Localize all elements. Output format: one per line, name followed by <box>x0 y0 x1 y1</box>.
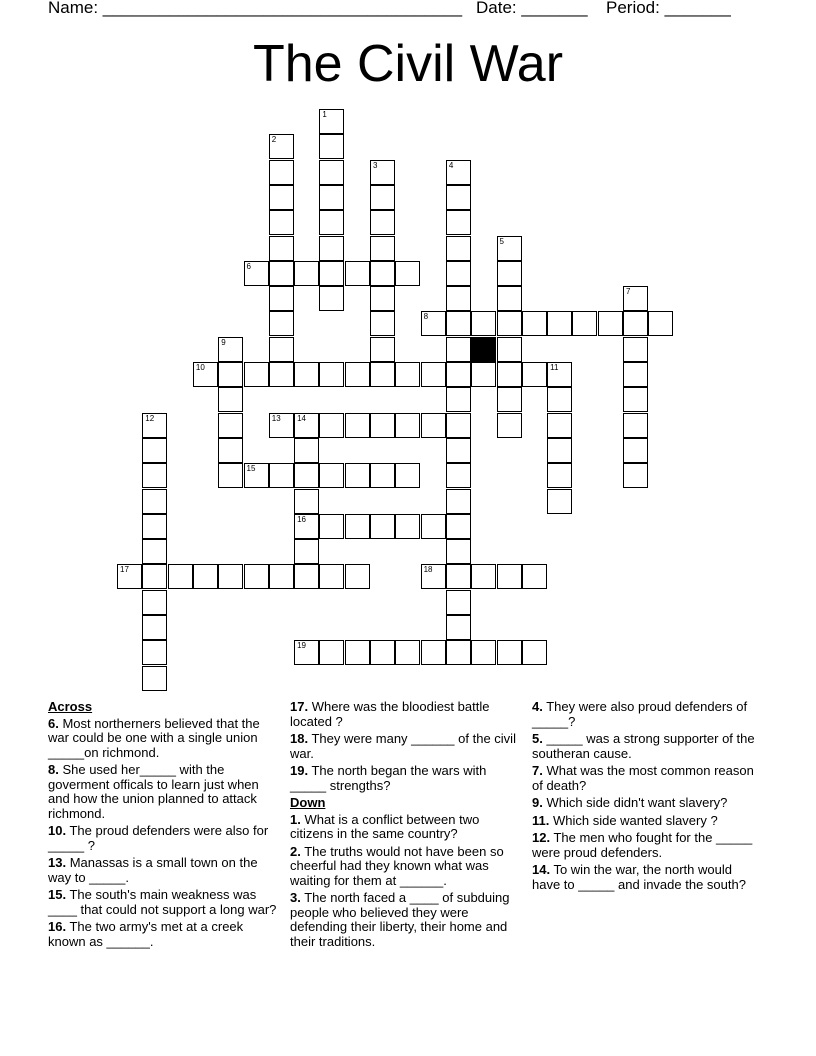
clue-number: 17. <box>290 699 309 714</box>
clue-number: 7. <box>532 763 543 778</box>
grid-cell[interactable] <box>294 514 319 539</box>
clues-column-1 <box>48 700 282 952</box>
grid-cell[interactable] <box>269 413 294 438</box>
blocked-cell <box>471 337 496 362</box>
grid-cell[interactable] <box>142 413 167 438</box>
grid-cell[interactable] <box>269 337 294 362</box>
grid-cell[interactable] <box>319 185 344 210</box>
grid-cell[interactable] <box>497 261 522 286</box>
grid-cell[interactable] <box>218 463 243 488</box>
grid-cell[interactable] <box>294 438 319 463</box>
grid-cell[interactable] <box>471 564 496 589</box>
clue-down-5 <box>532 732 762 761</box>
grid-cell[interactable] <box>370 160 395 185</box>
clue-number: 11. <box>532 812 550 828</box>
across-heading: Across <box>48 699 93 714</box>
name-field[interactable]: Name: ______________________________________ <box>48 0 463 17</box>
grid-cell[interactable] <box>547 489 572 514</box>
grid-cell[interactable] <box>117 564 142 589</box>
cell-number: 16 <box>297 514 306 524</box>
cell-number: 7 <box>626 287 631 297</box>
clue-down-9 <box>532 796 762 811</box>
grid-cell[interactable] <box>269 463 294 488</box>
grid-cell[interactable] <box>547 413 572 438</box>
grid-cell[interactable] <box>446 286 471 311</box>
clue-text: They were also proud defenders of _____? <box>532 699 748 729</box>
clue-down-4 <box>532 700 762 729</box>
grid-cell[interactable] <box>446 160 471 185</box>
clue-text: The truths would not have been so cheerful had they known what was waiting for them at ______. <box>290 843 504 888</box>
grid-cell[interactable] <box>395 413 420 438</box>
grid-cell[interactable] <box>446 311 471 336</box>
clue-number: 10. <box>48 823 67 838</box>
clue-across-6 <box>48 717 282 761</box>
grid-cell[interactable] <box>623 337 648 362</box>
grid-cell[interactable] <box>142 489 167 514</box>
grid-cell[interactable] <box>623 387 648 412</box>
grid-cell[interactable] <box>497 362 522 387</box>
grid-cell[interactable] <box>244 261 269 286</box>
grid-cell[interactable] <box>319 362 344 387</box>
clue-text: Which side wanted slavery ? <box>549 812 718 828</box>
grid-cell[interactable] <box>370 210 395 235</box>
grid-cell[interactable] <box>497 387 522 412</box>
clue-number: 5. <box>532 731 543 746</box>
grid-cell[interactable] <box>218 337 243 362</box>
grid-cell[interactable] <box>446 261 471 286</box>
grid-cell[interactable] <box>446 438 471 463</box>
grid-cell[interactable] <box>319 564 344 589</box>
grid-cell[interactable] <box>142 463 167 488</box>
cell-number: 1 <box>322 110 327 119</box>
clue-number: 15. <box>48 887 67 902</box>
clues-column-3 <box>532 700 762 895</box>
grid-cell[interactable] <box>345 261 370 286</box>
grid-cell[interactable] <box>345 564 370 589</box>
grid-cell[interactable] <box>269 261 294 286</box>
cell-number: 5 <box>499 236 504 246</box>
grid-cell[interactable] <box>319 463 344 488</box>
grid-cell[interactable] <box>142 564 167 589</box>
clue-number: 6. <box>48 715 59 731</box>
clue-text: What is a conflict between two citizens in the same country? <box>290 811 480 841</box>
cell-number: 8 <box>423 312 429 322</box>
grid-cell[interactable] <box>319 236 344 261</box>
grid-cell[interactable] <box>446 564 471 589</box>
grid-cell[interactable] <box>471 640 496 665</box>
grid-cell[interactable] <box>244 564 269 589</box>
grid-cell[interactable] <box>446 362 471 387</box>
clue-text: The proud defenders were also for _____ ? <box>48 823 269 853</box>
grid-cell[interactable] <box>446 185 471 210</box>
clue-number: 9. <box>532 795 543 810</box>
down-heading: Down <box>290 795 326 810</box>
grid-cell[interactable] <box>244 362 269 387</box>
clue-text: What was the most common reason of death? <box>532 763 754 793</box>
grid-cell[interactable] <box>370 261 395 286</box>
grid-cell[interactable] <box>294 564 319 589</box>
grid-cell[interactable] <box>294 489 319 514</box>
clue-down-1 <box>290 813 520 842</box>
grid-cell[interactable] <box>547 311 572 336</box>
grid-cell[interactable] <box>370 640 395 665</box>
clue-number: 4. <box>532 699 543 714</box>
grid-cell[interactable] <box>446 387 471 412</box>
grid-cell[interactable] <box>547 463 572 488</box>
grid-cell[interactable] <box>572 311 597 336</box>
grid-cell[interactable] <box>319 210 344 235</box>
grid-cell[interactable] <box>294 539 319 564</box>
clue-across-15 <box>48 888 282 917</box>
cell-number: 14 <box>297 413 306 423</box>
grid-cell[interactable] <box>497 236 522 261</box>
grid-cell[interactable] <box>370 337 395 362</box>
grid-cell[interactable] <box>497 337 522 362</box>
cell-number: 12 <box>145 413 155 423</box>
grid-cell[interactable] <box>497 640 522 665</box>
grid-cell[interactable] <box>421 640 446 665</box>
grid-cell[interactable] <box>395 463 420 488</box>
cell-number: 3 <box>373 160 378 170</box>
grid-cell[interactable] <box>522 564 547 589</box>
grid-cell[interactable] <box>421 362 446 387</box>
clue-across-16 <box>48 920 282 949</box>
cell-number: 15 <box>246 464 256 474</box>
date-field[interactable]: Date: _______ <box>476 0 588 17</box>
clue-text: The two army's met at a creek known as ______. <box>48 919 244 949</box>
cell-number: 18 <box>423 565 433 575</box>
grid-cell[interactable] <box>370 311 395 336</box>
grid-cell[interactable] <box>446 514 471 539</box>
grid-cell[interactable] <box>244 463 269 488</box>
clue-across-10 <box>48 824 282 853</box>
clue-across-18 <box>290 732 520 761</box>
cell-number: 19 <box>297 641 306 651</box>
grid-cell[interactable] <box>319 413 344 438</box>
grid-cell[interactable] <box>623 438 648 463</box>
grid-cell[interactable] <box>294 413 319 438</box>
clue-text: Where was the bloodiest battle located ? <box>290 699 490 729</box>
cell-number: 17 <box>120 565 129 575</box>
grid-cell[interactable] <box>269 564 294 589</box>
cell-number: 6 <box>246 261 251 271</box>
clue-number: 2. <box>290 843 301 859</box>
period-field[interactable]: Period: _______ <box>606 0 731 17</box>
grid-cell[interactable] <box>446 236 471 261</box>
grid-cell[interactable] <box>497 286 522 311</box>
grid-cell[interactable] <box>193 362 218 387</box>
grid-cell[interactable] <box>319 514 344 539</box>
grid-cell[interactable] <box>395 514 420 539</box>
cell-number: 2 <box>271 135 277 145</box>
clue-across-13 <box>48 856 282 885</box>
grid-cell[interactable] <box>446 463 471 488</box>
grid-cell[interactable] <box>345 362 370 387</box>
grid-cell[interactable] <box>395 640 420 665</box>
grid-cell[interactable] <box>142 438 167 463</box>
clue-text: To win the war, the north would have to _____ and invade the south? <box>532 862 746 892</box>
grid-cell[interactable] <box>370 362 395 387</box>
grid-cell[interactable] <box>142 590 167 615</box>
grid-cell[interactable] <box>522 311 547 336</box>
grid-cell[interactable] <box>142 514 167 539</box>
clue-text: They were many ______ of the civil war. <box>290 731 516 761</box>
grid-cell[interactable] <box>446 210 471 235</box>
grid-cell[interactable] <box>395 362 420 387</box>
grid-cell[interactable] <box>598 311 623 336</box>
grid-cell[interactable] <box>319 286 344 311</box>
grid-cell[interactable] <box>370 286 395 311</box>
clue-number: 18. <box>290 731 309 746</box>
grid-cell[interactable] <box>294 640 319 665</box>
grid-cell[interactable] <box>218 413 243 438</box>
grid-cell[interactable] <box>421 413 446 438</box>
clue-down-3 <box>290 891 520 949</box>
grid-cell[interactable] <box>547 362 572 387</box>
clue-down-7 <box>532 764 762 793</box>
grid-cell[interactable] <box>497 311 522 336</box>
clue-across-17 <box>290 700 520 729</box>
grid-cell[interactable] <box>319 109 344 134</box>
grid-cell[interactable] <box>370 236 395 261</box>
grid-cell[interactable] <box>446 615 471 640</box>
grid-cell[interactable] <box>623 286 648 311</box>
grid-cell[interactable] <box>193 564 218 589</box>
grid-cell[interactable] <box>294 463 319 488</box>
clue-text: The north faced a ____ of subduing people who believed they were defending their liberty, their home and their traditions. <box>290 890 510 949</box>
grid-cell[interactable] <box>269 362 294 387</box>
grid-cell[interactable] <box>168 564 193 589</box>
clue-text: The north began the wars with _____ strengths? <box>290 763 487 793</box>
grid-cell[interactable] <box>269 134 294 159</box>
grid-cell[interactable] <box>547 438 572 463</box>
grid-cell[interactable] <box>370 413 395 438</box>
grid-cell[interactable] <box>623 413 648 438</box>
grid-cell[interactable] <box>319 134 344 159</box>
clue-text: She used her_____ with the goverment officals to learn just when and how the union planned to attack richmond. <box>48 762 259 821</box>
grid-cell[interactable] <box>345 463 370 488</box>
page-title: The Civil War <box>252 35 564 93</box>
clue-text: The south's main weakness was ____ that could not support a long war? <box>48 887 277 917</box>
grid-cell[interactable] <box>547 387 572 412</box>
grid-cell[interactable] <box>446 590 471 615</box>
clues-column-2 <box>290 700 520 952</box>
clue-text: Most northerners believed that the war could be one with a single union _____on richmond. <box>48 715 260 760</box>
clue-number: 1. <box>290 811 301 827</box>
grid-cell[interactable] <box>421 514 446 539</box>
clue-down-11 <box>532 814 762 829</box>
grid-cell[interactable] <box>142 615 167 640</box>
grid-cell[interactable] <box>370 514 395 539</box>
grid-cell[interactable] <box>345 514 370 539</box>
clue-number: 19. <box>290 763 309 778</box>
grid-cell[interactable] <box>446 489 471 514</box>
grid-cell[interactable] <box>319 261 344 286</box>
grid-cell[interactable] <box>446 539 471 564</box>
clue-number: 8. <box>48 762 59 777</box>
cell-number: 13 <box>271 413 281 423</box>
grid-cell[interactable] <box>218 438 243 463</box>
grid-cell[interactable] <box>522 640 547 665</box>
grid-cell[interactable] <box>294 362 319 387</box>
grid-cell[interactable] <box>142 640 167 665</box>
grid-cell[interactable] <box>269 311 294 336</box>
grid-cell[interactable] <box>446 640 471 665</box>
grid-cell[interactable] <box>421 311 446 336</box>
cell-number: 10 <box>195 363 205 372</box>
grid-cell[interactable] <box>421 564 446 589</box>
grid-cell[interactable] <box>218 387 243 412</box>
grid-cell[interactable] <box>142 539 167 564</box>
grid-cell[interactable] <box>269 160 294 185</box>
cell-number: 4 <box>448 160 454 170</box>
grid-cell[interactable] <box>370 463 395 488</box>
clue-text: _____ was a strong supporter of the southeran cause. <box>532 731 755 761</box>
grid-cell[interactable] <box>319 160 344 185</box>
clue-down-14 <box>532 863 762 892</box>
grid-cell[interactable] <box>269 286 294 311</box>
cell-number: 11 <box>550 363 559 372</box>
clue-number: 14. <box>532 862 551 877</box>
grid-cell[interactable] <box>497 564 522 589</box>
clue-across-19 <box>290 764 520 793</box>
grid-cell[interactable] <box>319 640 344 665</box>
grid-cell[interactable] <box>497 413 522 438</box>
clue-across-8 <box>48 763 282 821</box>
grid-cell[interactable] <box>471 362 496 387</box>
clue-number: 16. <box>48 919 67 934</box>
cell-number: 9 <box>221 337 226 347</box>
grid-cell[interactable] <box>623 311 648 336</box>
clue-number: 3. <box>290 890 301 905</box>
grid-cell[interactable] <box>142 666 167 691</box>
grid-cell[interactable] <box>345 413 370 438</box>
clue-text: Which side didn't want slavery? <box>542 795 728 810</box>
grid-cell[interactable] <box>269 236 294 261</box>
grid-cell[interactable] <box>471 311 496 336</box>
grid-cell[interactable] <box>345 640 370 665</box>
grid-cell[interactable] <box>446 337 471 362</box>
grid-cell[interactable] <box>269 185 294 210</box>
clue-text: Manassas is a small town on the way to _____. <box>48 855 258 885</box>
grid-cell[interactable] <box>269 210 294 235</box>
clue-number: 13. <box>48 855 67 870</box>
clue-down-12 <box>532 831 762 860</box>
grid-cell[interactable] <box>294 261 319 286</box>
grid-cell[interactable] <box>218 362 243 387</box>
grid-cell[interactable] <box>623 362 648 387</box>
grid-cell[interactable] <box>648 311 673 336</box>
grid-cell[interactable] <box>623 463 648 488</box>
clue-down-2 <box>290 845 520 889</box>
grid-cell[interactable] <box>370 185 395 210</box>
grid-cell[interactable] <box>446 413 471 438</box>
clue-number: 12. <box>532 830 551 845</box>
grid-cell[interactable] <box>522 362 547 387</box>
clue-text: The men who fought for the _____ were proud defenders. <box>532 830 753 860</box>
grid-cell[interactable] <box>395 261 420 286</box>
grid-cell[interactable] <box>218 564 243 589</box>
